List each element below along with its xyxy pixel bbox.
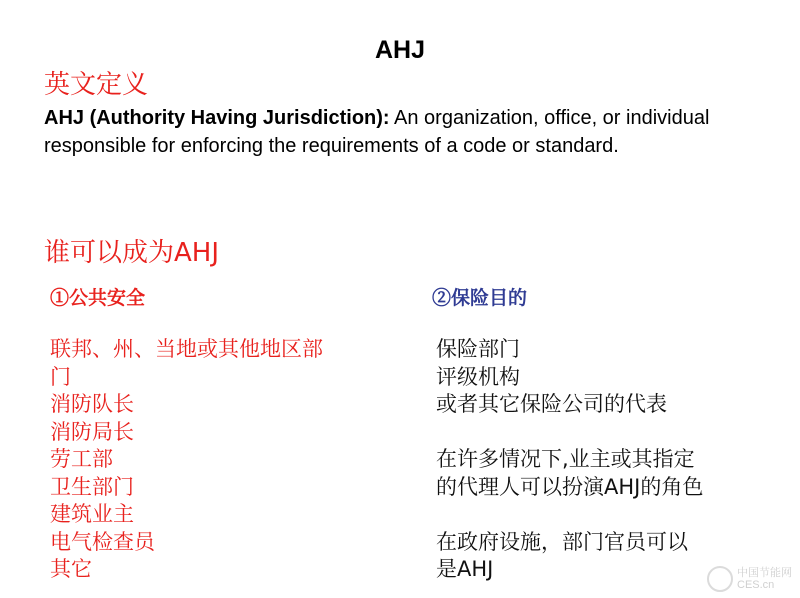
- list-item: 建筑业主: [50, 502, 134, 526]
- globe-icon: [707, 566, 733, 592]
- list-item: 在政府设施，部门官员可以: [436, 529, 688, 554]
- watermark-text: [737, 567, 792, 591]
- list-item: 门: [50, 364, 71, 389]
- section-heading-english-definition: 英文定义: [44, 70, 149, 100]
- list-item: 在许多情况下,业主或其指定: [436, 447, 695, 471]
- list-item: 或者其它保险公司的代表: [436, 392, 667, 416]
- list-spacer: [436, 501, 703, 529]
- column-heading-insurance: ②保险目的: [432, 287, 528, 309]
- list-item: 卫生部门: [50, 474, 134, 499]
- watermark-logo: [707, 566, 792, 592]
- insurance-list: [436, 336, 703, 584]
- definition-text: An organization, office, or individual responsible for enforcing the requirements of a code or standard.: [44, 107, 710, 157]
- list-item: 劳工部: [50, 447, 113, 471]
- watermark-line1: 中国节能网: [737, 567, 792, 579]
- definition-paragraph: [44, 104, 744, 160]
- list-item: 联邦、州、当地或其他地区部: [50, 337, 323, 361]
- page-title: AHJ: [374, 36, 425, 64]
- list-spacer: [436, 419, 703, 447]
- list-item: 评级机构: [436, 364, 520, 389]
- watermark-line2: CES.cn: [737, 579, 775, 591]
- list-item: 是AHJ: [436, 557, 494, 581]
- section-heading-who-can-be-ahj: 谁可以成为AHJ: [44, 238, 220, 268]
- list-item: 的代理人可以扮演AHJ的角色: [436, 474, 704, 499]
- list-item: 其它: [50, 557, 92, 581]
- list-item: 保险部门: [436, 337, 520, 361]
- list-item: 电气检查员: [50, 529, 155, 554]
- list-item: 消防队长: [50, 392, 134, 416]
- public-safety-list: [50, 336, 323, 584]
- column-heading-public-safety: ①公共安全: [50, 287, 146, 309]
- definition-term: AHJ (Authority Having Jurisdiction):: [44, 107, 390, 129]
- list-item: 消防局长: [50, 419, 134, 444]
